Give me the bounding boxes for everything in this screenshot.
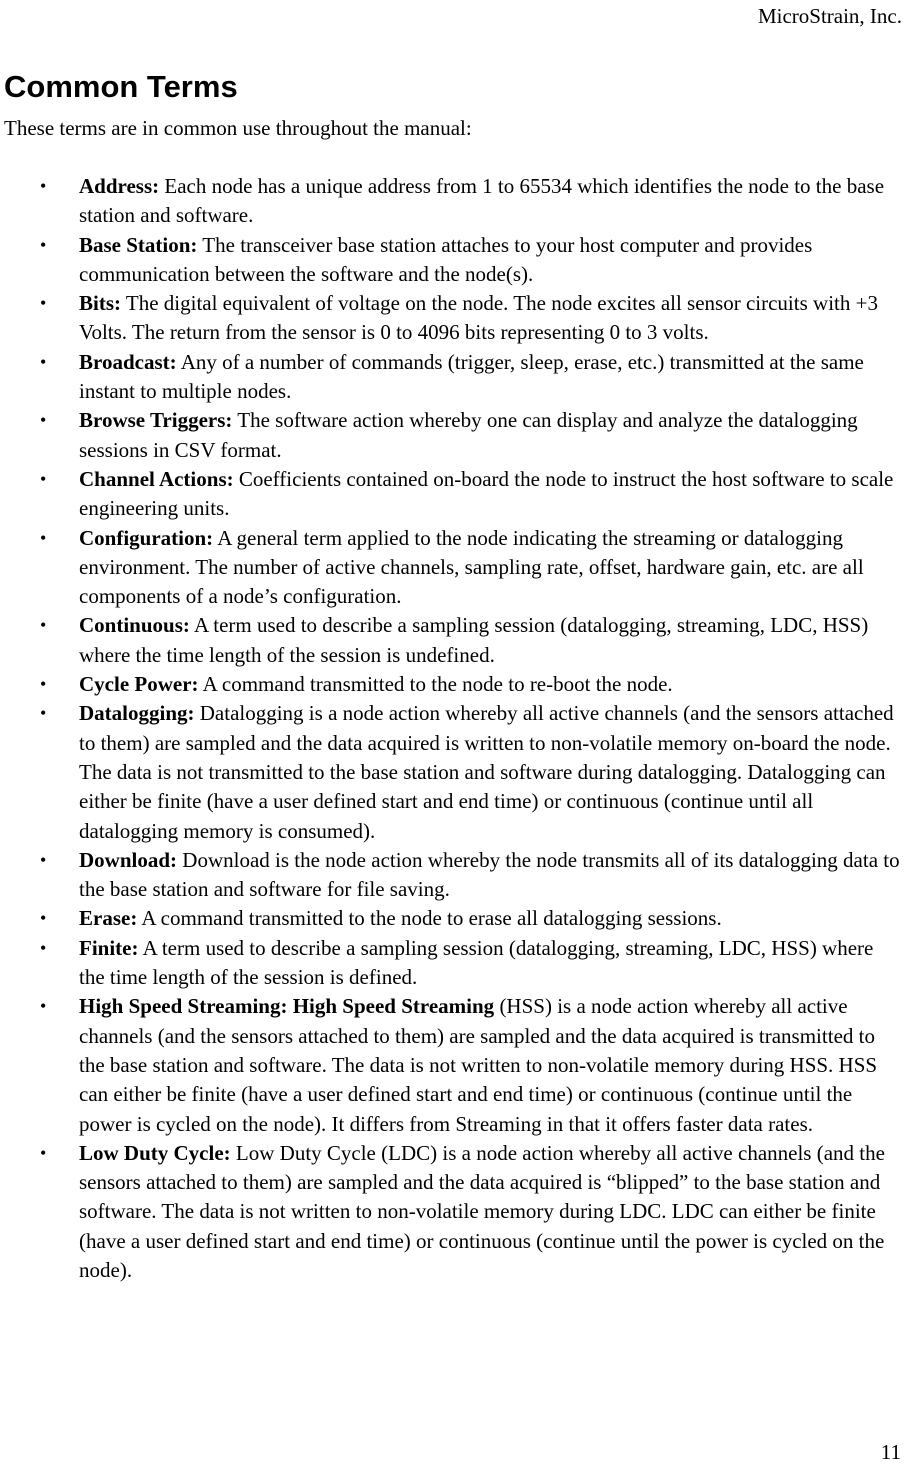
term-definition: A term used to describe a sampling session (datalogging, streaming, LDC, HSS) where the time length of the session is undefined. [79,613,869,667]
term-list-item [0,348,903,407]
term-definition: The transceiver base station attaches to your host computer and provides communication between the software and the node(s). [79,232,813,286]
term-list-item [0,611,903,670]
bullet-icon: • [40,996,47,1017]
term-name: Download: [79,847,178,872]
term-definition: A command transmitted to the node to re-boot the node. [198,672,673,697]
term-name: Continuous: [79,613,190,638]
term-name: Erase: [79,906,138,931]
term-name: Datalogging: [79,701,195,726]
term-list-item [0,992,903,1138]
term-definition: The digital equivalent of voltage on the node. The node excites all sensor circuits with +3 Volts. The return from the sensor is 0 to 4096 bits representing 0 to 3 volts. [79,291,878,345]
term-definition: Low Duty Cycle (LDC) is a node action whereby all active channels (and the sensors attached to them) are sampled and the data acquired is “blipped” to the base station and software. The data is not written to non-volatile memory during LDC. LDC can either be finite (have a user defined start and end time) or continuous (continue until the power is cycled on the node). [79,1140,885,1282]
term-name: Broadcast: [79,349,177,374]
intro-paragraph: These terms are in common use throughout the manual: [4,116,472,140]
term-definition: A term used to describe a sampling session (datalogging, streaming, LDC, HSS) where the time length of the session is defined. [79,935,874,990]
term-name: Low Duty Cycle: [79,1140,231,1165]
bullet-icon: • [40,703,47,724]
bullet-icon: • [40,615,47,636]
term-name: Finite: [79,935,139,960]
term-definition: Download is the node action whereby the node transmits all of its datalogging data to the base station and software for file saving. [79,847,900,902]
term-list-item [0,934,903,993]
term-list-item [0,846,903,905]
bullet-icon: • [40,849,47,870]
term-list-item [0,524,903,612]
bullet-icon: • [40,176,47,196]
bullet-icon: • [40,937,47,958]
term-name: Bits: [79,291,121,316]
term-list-item [0,172,903,231]
bullet-icon: • [40,410,47,431]
term-list-item [0,406,903,465]
bullet-icon: • [40,351,47,372]
term-definition: The software action whereby one can display and analyze the datalogging sessions in CSV format. [79,408,858,462]
page-number: 11 [880,1440,901,1464]
term-definition: Any of a number of commands (trigger, sleep, erase, etc.) transmitted at the same instant to multiple nodes. [79,349,864,404]
term-definition: Datalogging is a node action whereby all active channels (and the sensors attached to them) are sampled and the data acquired is written to non-volatile memory on-board the node. The data is not transmitted to the base station and software during datalogging. Datalogging can either be finite (have a user defined start and end time) or continuous (continue until all datalogging memory is consumed). [79,701,894,843]
term-definition: Each node has a unique address from 1 to 65534 which identifies the node to the base station and software. [79,174,885,228]
terms-list [0,172,903,1285]
term-list-item [0,289,903,348]
running-header-company: MicroStrain, Inc. [757,4,902,28]
bullet-icon: • [40,674,47,695]
term-list-item [0,231,903,290]
term-name: Cycle Power: [79,672,199,697]
bullet-icon: • [40,234,47,255]
term-name: Address: [79,174,160,198]
term-definition: (HSS) is a node action whereby all active channels (and the sensors attached to them) are sampled and the data acquired is transmitted to the base station and software. The data is not written to non-volatile memory during HSS. HSS can either be finite (have a user defined start and end time) or continuous (continue until the power is cycled on the node). It differs from Streaming in that it offers faster data rates. [79,994,878,1136]
term-name: Channel Actions: [79,466,234,491]
term-definition: A general term applied to the node indicating the streaming or datalogging environment. The number of active channels, sampling rate, offset, hardware gain, etc. are all components of a node’s configuration. [79,525,864,609]
term-list-item [0,1139,903,1285]
bullet-icon: • [40,468,47,489]
term-list-item [0,670,903,699]
section-title: Common Terms [4,69,238,104]
term-definition: Coefficients contained on-board the node to instruct the host software to scale engineering units. [79,466,894,521]
term-name: High Speed Streaming: High Speed Streaming [79,994,495,1019]
bullet-icon: • [40,527,47,548]
bullet-icon: • [40,908,47,929]
term-name: Configuration: [79,525,214,550]
term-name: Base Station: [79,232,198,257]
bullet-icon: • [40,1142,47,1163]
term-list-item [0,699,903,845]
bullet-icon: • [40,293,47,314]
term-list-item [0,465,903,524]
term-list-item [0,904,903,933]
term-definition: A command transmitted to the node to erase all datalogging sessions. [137,906,722,931]
term-name: Browse Triggers: [79,408,233,433]
